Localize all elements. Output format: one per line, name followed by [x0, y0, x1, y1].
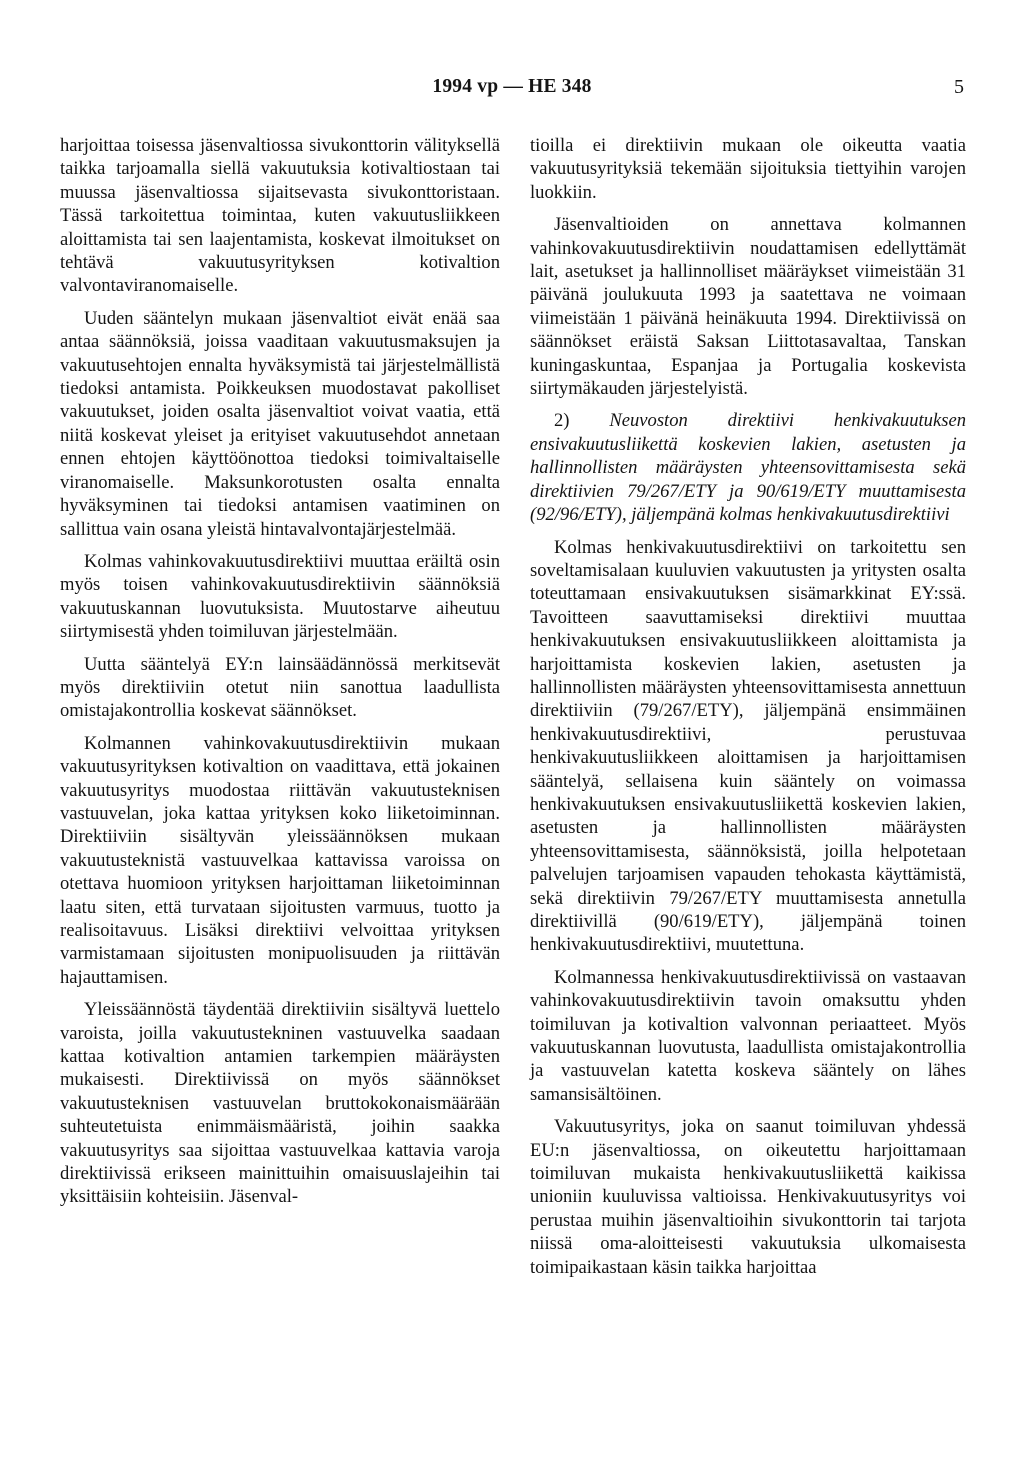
section-heading	[530, 409, 966, 526]
paragraph: Uuden sääntelyn mukaan jäsenvaltiot eivät enää saa antaa säännöksiä, joissa vaaditaan vakuutusmaksujen ja vakuutusehtojen ennalta hyväksymistä tai järjestelmällistä tiedoksi antamista. Poikkeuksen muodostavat pakolliset vakuutukset, joiden osalta jäsenvaltiot voivat vaatia, että niitä koskevat yleiset ja erityiset vakuutusehdot annetaan ennen ehtojen käyttöönottoa tiedoksi toimivaltaiselle viranomaiselle. Maksunkorotusten osalta ennalta hyväksyminen tai tiedoksi antamisen vaatiminen on sallittua vain osana yleistä hintavalvontajärjestelmää.	[60, 307, 500, 540]
section-heading-title: Neuvoston direktiivi henkivakuutuksen ensivakuutusliikettä koskevien lakien, asetusten ja hallinnollisten määräysten yhteensovittamisesta sekä direktiivien 79/267/ETY ja 90/619/ETY muuttamisesta (92/96/ETY), jäljempänä kolmas henkivakuutusdirektiivi	[530, 410, 967, 526]
section-heading-number: 2)	[554, 410, 570, 432]
paragraph: Jäsenvaltioiden on annettava kolmannen vahinkovakuutusdirektiivin noudattamisen edellyttämät lait, asetukset ja hallinnolliset määräykset viimeistään 31 päivänä joulukuuta 1993 ja saatettava ne voimaan viimeistään 1 päivänä heinäkuuta 1994. Direktiivissä on säännökset eräistä Saksan Liittotasavaltaa, Tanskan kuningaskuntaa, Espanjaa ja Portugalia koskevista siirtymäkauden järjestelyistä.	[530, 214, 966, 400]
page-header	[60, 76, 964, 106]
paragraph: Kolmas henkivakuutusdirektiivi on tarkoitettu sen soveltamisalaan kuuluvien vakuutusten ja yritysten osalta toteuttamaan ensivakuutuksen sisämarkkinat EY:ssä. Tavoitteen saavuttamiseksi direktiivi muuttaa henkivakuutuksen ensivakuutusliikkeen aloittamista ja harjoittamista koskevien lakien, asetusten ja hallinnollisten määräysten yhteensovittamisesta annettuun direktiiviin (79/267/ETY), jäljempänä ensimmäinen henkivakuutusdirektiivi, perustuvaa henkivakuutusliikkeen aloittamisen ja harjoittamisen sääntelyä, sellaisena kuin sääntely on voimassa henkivakuutuksen ensivakuutusliikettä koskevien lakien, asetusten ja hallinnollisten määräysten yhteensovittamisesta, säännöksistä, joilla helpotetaan palvelujen tarjoamisen vapauden tehokasta käyttämistä, sekä direktiivin 79/267/ETY muuttamisesta annetulla direktiivillä (90/619/ETY), jäljempänä toinen henkivakuutusdirektiivi, muutettuna.	[530, 536, 966, 956]
paragraph: Kolmannen vahinkovakuutusdirektiivin mukaan vakuutusyrityksen kotivaltion on vaadittava, että jokainen vakuutusyritys muodostaa riittävän vakuutusteknisen vastuuvelan, joka kattaa yrityksen koko liiketoiminnan. Direktiiviin sisältyvän yleissäännöksen mukaan vakuutusteknistä vastuuvelkaa kattavissa varoissa on otettava huomioon yrityksen harjoittaman liiketoiminnan laatu siten, että turvataan sijoitusten varmuus, tuotto ja realisoitavuus. Lisäksi direktiivi velvoittaa yrityksen varmistamaan sijoitusten monipuolisuuden ja riittävän hajauttamisen.	[60, 732, 500, 988]
right-column	[530, 134, 966, 1279]
paragraph: Yleissäännöstä täydentää direktiiviin sisältyvä luettelo varoista, joilla vakuutustekninen vastuuvelka saadaan kattaa kotivaltion antamien tarkempien määräysten mukaisesti. Direktiivissä on myös säännökset vakuutusteknisen vastuuvelan bruttokokonaismäärään suhteutetuista enimmäismääristä, joihin saakka vakuutusyritys saa sijoittaa vastuuvelkaa kattavia varoja direktiivissä erikseen mainittuihin omaisuuslajeihin tai yksittäisiin kohteisiin. Jäsenval-	[60, 999, 500, 1208]
running-head: 1994 vp — HE 348	[432, 76, 592, 97]
paragraph: tioilla ei direktiivin mukaan ole oikeutta vaatia vakuutusyrityksiä tekemään sijoituksia tiettyihin varojen luokkiin.	[530, 135, 966, 203]
left-column	[60, 134, 500, 1209]
paragraph: harjoittaa toisessa jäsenvaltiossa sivukonttorin välityksellä taikka tarjoamalla siellä vakuutuksia kotivaltiostaan tai muussa jäsenvaltiossa sijaitsevasta sivukonttoristaan. Tässä tarkoitettua toimintaa, kuten vakuutusliikkeen aloittamista tai sen laajentamista, koskevat ilmoitukset on tehtävä vakuutusyrityksen kotivaltion valvontaviranomaiselle.	[60, 135, 500, 297]
paragraph: Kolmas vahinkovakuutusdirektiivi muuttaa eräiltä osin myös toisen vahinkovakuutusdirektiivin säännöksiä vakuutuskannan luovutuksista. Muutostarve aiheutuu siirtymisestä yhden toimiluvan järjestelmään.	[60, 550, 500, 643]
paragraph: Kolmannessa henkivakuutusdirektiivissä on vastaavan vahinkovakuutusdirektiivin tavoin omaksuttu yhden toimiluvan ja kotivaltion valvonnan periaatteet. Myös vakuutuskannan luovutusta, laadullista omistajakontrollia ja vastuuvelan katetta koskeva sääntely on lähes samansisältöinen.	[530, 966, 966, 1105]
paragraph: Uutta sääntelyä EY:n lainsäädännössä merkitsevät myös direktiiviin otetut niin sanottua laadullista omistajakontrollia koskevat säännökset.	[60, 653, 500, 722]
paragraph: Vakuutusyritys, joka on saanut toimiluvan yhdessä EU:n jäsenvaltiossa, on oikeutettu harjoittamaan toimiluvan mukaista henkivakuutusliikettä kaikissa unioniin kuuluvissa valtioissa. Henkivakuutusyritys voi perustaa muihin jäsenvaltioihin sivukonttorin tai tarjota niissä oma-aloitteisesti vakuutuksia ulkomaisesta toimipaikastaan käsin taikka harjoittaa	[530, 1116, 966, 1278]
page-number: 5	[954, 76, 964, 98]
